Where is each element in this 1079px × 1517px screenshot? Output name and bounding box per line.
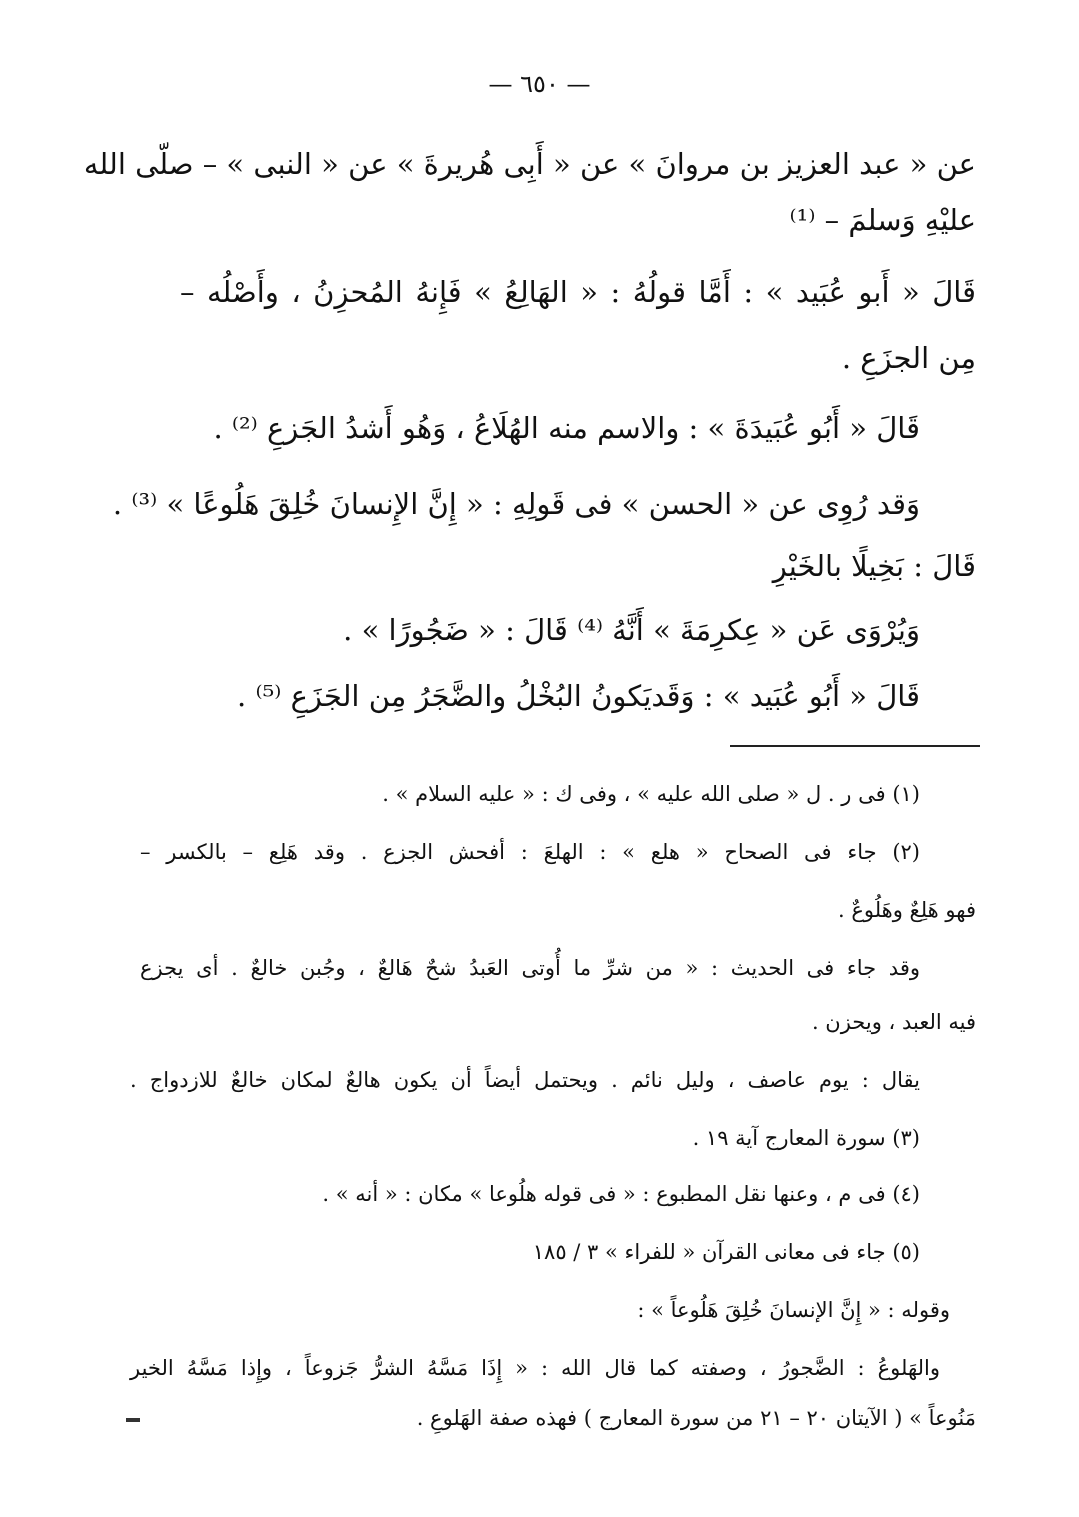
main-line-1: عن « عبد العزيز بن مروانَ » عن « أَبِى هُريرةَ » عن « النبى » – صلّى الله	[83, 147, 976, 181]
footnote-line-11: والهَلوعُ : الضَّجورُ ، وصفته كما قال الله : « إِذَا مَسَّهُ الشرُّ جَزوعاً ، وإِذا مَسَّهُ الخير	[130, 1356, 940, 1380]
footnote-line-10: وقوله : « إِنَّ الإنسانَ خُلِقَ هَلُوعاً » :	[637, 1298, 950, 1322]
main-line-7: قَالَ : بَخِيلًا بالخَيْرِ	[772, 549, 976, 583]
main-line-9: قَالَ « أَبُو عُبَيد » : وَقَديَكونُ البُخْلُ والضَّجَرُ مِن الجَزَعِ ⁽⁵⁾ .	[237, 679, 920, 713]
main-line-3: قَالَ « أَبو عُبَيد » : أَمَّا قولُهُ : « الهَالِعُ » فَإِنهُ المُحزِنُ ، وأَصْلُه –	[180, 275, 976, 309]
footnote-line-6: يقال : يوم عاصف ، وليل نائم . ويحتمل أيضاً أن يكون هالعٌ لمكان خالعٌ للازدواج .	[130, 1068, 920, 1092]
footnote-line-1: (١) فى ر . ل « صلى الله عليه » ، وفى ك : « عليه السلام » .	[382, 782, 920, 806]
footnote-line-4: وقد جاء فى الحديث : « من شرِّ ما أُوتى العَبدُ شحٌ هَالعٌ ، وجُبن خالعٌ . أى يجزع	[140, 956, 920, 980]
footnote-line-7: (٣) سورة المعارج آية ١٩ .	[692, 1126, 920, 1150]
main-line-5: قَالَ « أَبُو عُبَيدَةَ » : والاسم منه الهُلَاعُ ، وَهُو أَشدُ الجَزعِ ⁽²⁾ .	[213, 411, 920, 445]
main-line-6: وَقد رُوِى عن « الحسن » فى قَولِهِ : « إِنَّ الإِنسانَ خُلِقَ هَلُوعًا » ⁽³⁾ .	[112, 487, 920, 521]
page-number: — ٦٥٠ —	[488, 70, 591, 98]
footnote-separator	[730, 745, 980, 747]
scan-mark	[126, 1418, 140, 1422]
main-line-4: مِن الجزَعِ .	[841, 341, 976, 375]
footnote-line-12: مَنُوعاً » ( الآيتان ٢٠ – ٢١ من سورة المعارج ) فهذه صفة الهَلوعِ .	[416, 1406, 976, 1430]
footnote-line-3: فهو هَلِعٌ وهَلُوعٌ .	[837, 898, 976, 922]
main-line-2: عليْهِ وَسلمَ – ⁽¹⁾	[789, 203, 976, 237]
footnote-line-2: (٢) جاء فى الصحاح « هلع » : الهلعَ : أفحش الجزع . وقد هَلِع – بالكسر –	[140, 840, 920, 864]
main-line-8: وَيُرْوَى عَن « عِكرِمَةَ » أَنَّهُ ⁽⁴⁾ قَالَ : « ضَجُورًا » .	[343, 613, 920, 647]
footnote-line-8: (٤) فى م ، وعنها نقل المطبوع : « فى قوله هلُوعا » مكان : « أنه » .	[322, 1182, 920, 1206]
footnote-line-9: (٥) جاء فى معانى القرآن « للفراء » ٣ / ١٨٥	[532, 1240, 920, 1264]
footnote-line-5: فيه العبد ، ويحزن .	[811, 1010, 976, 1034]
